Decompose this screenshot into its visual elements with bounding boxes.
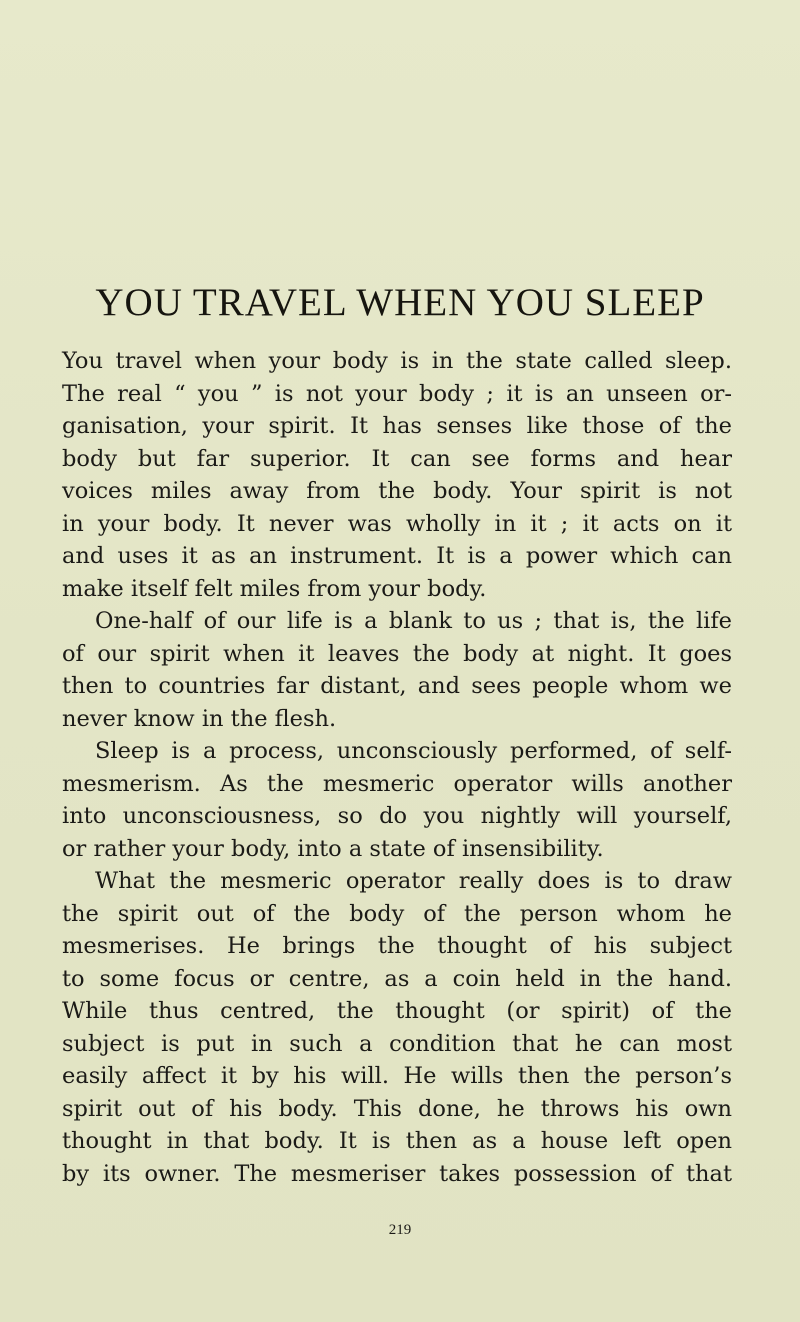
text-line: into unconsciousness, so do you nightly will yourself, [62,803,732,829]
text-line: spirit out of his body. This done, he throws his own [62,1095,732,1122]
text-line: subject is put in such a condition that he can most [62,1030,732,1057]
text-line: While thus centred, the thought (or spirit) of the [62,998,732,1024]
text-line: easily affect it by his will. He wills then the person’s [62,1063,732,1089]
body-text [62,345,732,1190]
text-line: or rather your body, into a state of insensibility. [62,835,604,862]
text-line: mesmerises. He brings the thought of his subject [62,933,732,959]
text-line: What the mesmeric operator really does is to draw [95,868,732,894]
text-line: in your body. It never was wholly in it ; it acts on it [62,510,732,537]
text-line: The real “ you ” is not your body ; it is an unseen or- [62,380,732,407]
page-number: 219 [388,1222,412,1238]
text-line: then to countries far distant, and sees people whom we [62,673,732,699]
text-line: voices miles away from the body. Your spirit is not [62,478,732,504]
text-line: to some focus or centre, as a coin held in the hand. [62,965,732,992]
chapter-title: YOU TRAVEL WHEN YOU SLEEP [95,281,705,324]
text-line: never know in the flesh. [62,705,337,732]
text-line: ganisation, your spirit. It has senses like those of the [62,413,732,439]
text-line: body but far superior. It can see forms and hear [62,445,732,472]
text-line: thought in that body. It is then as a house left open [62,1128,732,1154]
text-line: of our spirit when it leaves the body at night. It goes [62,640,732,667]
text-line: by its owner. The mesmeriser takes possession of that [62,1160,732,1187]
text-line: One-half of our life is a blank to us ; that is, the life [95,608,732,634]
text-line: mesmerism. As the mesmeric operator wills another [62,770,732,797]
text-line: Sleep is a process, unconsciously performed, of self- [95,738,732,764]
text-line: make itself felt miles from your body. [62,575,487,602]
text-line: You travel when your body is in the state called sleep. [62,348,732,374]
text-line: and uses it as an instrument. It is a power which can [62,543,732,569]
text-line: the spirit out of the body of the person whom he [62,900,732,927]
